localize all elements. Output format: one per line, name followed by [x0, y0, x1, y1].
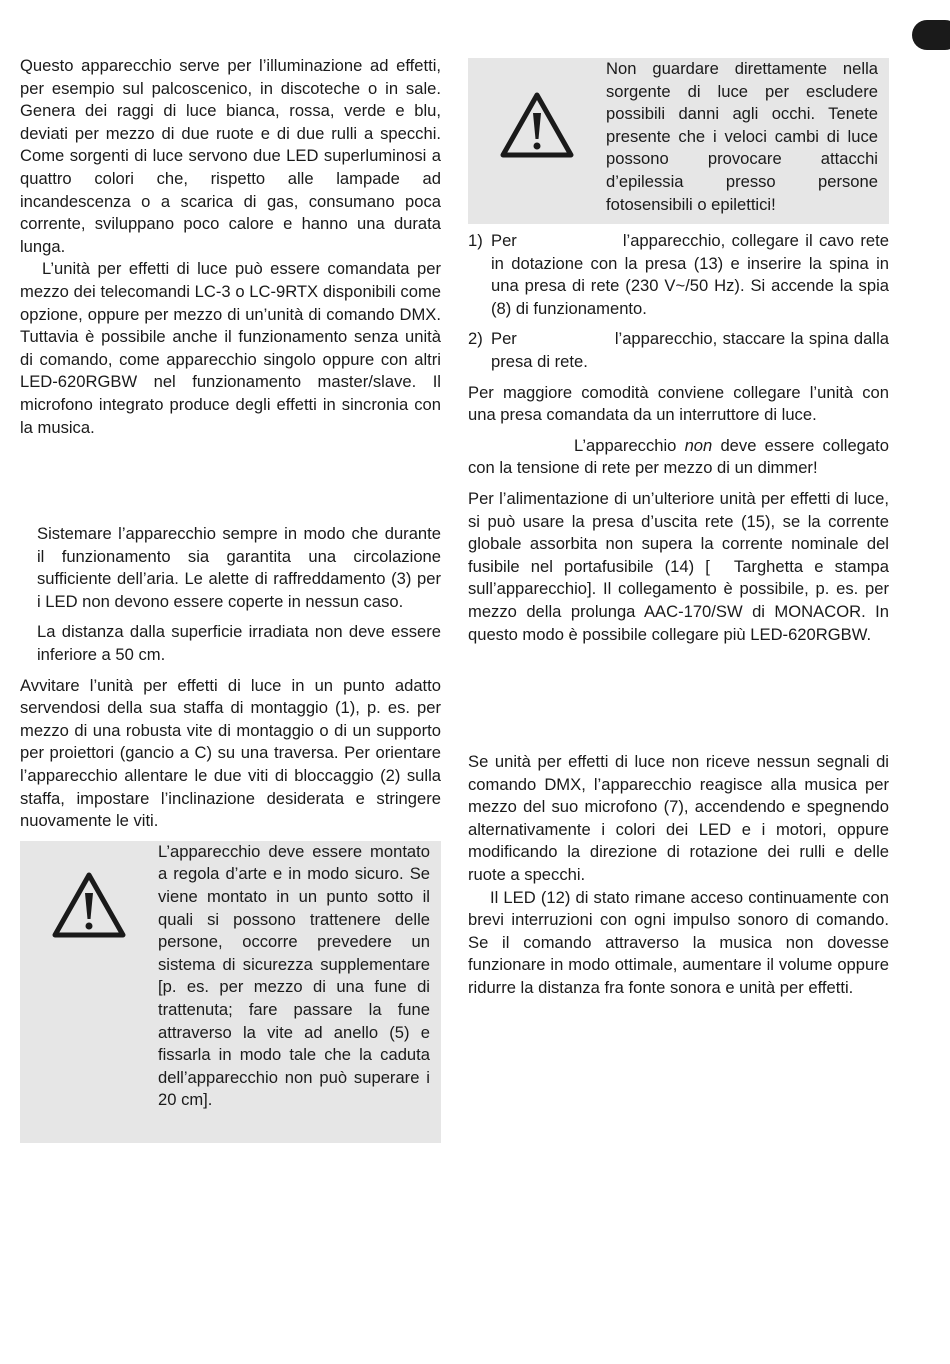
- power-steps-list: [468, 230, 889, 374]
- mount-paragraph-1: Sistemare l’apparecchio sempre in modo che durante il funzionamento sia garantita una circolazione sufficiente dell’aria. Le alette di raffreddamento (3) per i LED non devono essere coperte in nessun caso.: [37, 524, 441, 611]
- mount-paragraph-2: La distanza dalla superficie irradiata non deve essere inferiore a 50 cm.: [37, 622, 441, 665]
- right-column: [468, 55, 889, 1000]
- mount-paragraph-3: Avvitare l’unità per effetti di luce in un punto adatto servendosi della sua staffa di montaggio (1), p. es. per mezzo di una robusta vite di montaggio o di un supporto per proiettori (gancio a C) su una traversa. Per orientare l’apparecchio allentare le due viti di bloccaggio (2) sulla staffa, impostare l’inclinazione desiderata e stringere nuovamente le viti.: [20, 675, 441, 831]
- music-paragraph-2: Il LED (12) di stato rimane acceso continuamente con brevi interruzioni con ogni impulso sonoro di comando. Se il comando attraverso la musica non dovesse funzionare in modo ottimale, aumentare il volume oppure ridurre la distanza fra fonte sonora e unità per effetti.: [468, 887, 889, 998]
- intro-paragraph-1: Questo apparecchio serve per l’illuminazione ad effetti, per esempio sul palcoscenico, in discoteche o in sale. Genera dei raggi di luce bianca, rossa, verde e blu, deviati per mezzo di due ruote e di due rulli a specchi. Come sorgenti di luce servono due LED superluminosi a quattro colori che, rispetto alle lampade ad incandescenza o a scarica di gas, consumano poca corrente, sviluppano poco calore e hanno una durata lunga.: [20, 56, 441, 256]
- mounting-warning-box: [20, 841, 441, 1143]
- music-paragraph-1: Se unità per effetti di luce non riceve nessun segnali di comando DMX, l’apparecchio reagisce alla musica per mezzo del suo microfono (7), accendendo e spegnendo alternativamente i colori dei LED e i motori, oppure modificando la direzione di rotazione dei rulli e delle ruote a specchi.: [468, 752, 889, 885]
- warning-icon: [51, 871, 127, 946]
- mounting-warning-text: L’apparecchio deve essere montato a regola d’arte e in modo sicuro. Se viene montato in un punto sotto il quali si possono trattenere delle persone, occorre prevedere un sistema di sicurezza supplementare [p. es. per mezzo di una fune di trattenuta; fare passare la fune attraverso la vite ad anello (5) e fissarla in modo tale che la caduta dell’apparecchio non può superare i 20 cm].: [158, 841, 430, 1110]
- supply-paragraph: Per l’alimentazione di un’ulteriore unità per effetti di luce, si può usare la presa d’uscita rete (15), se la corrente globale assorbita non supera la corrente nominale del fusibile nel portafusibile (14) [ Targhetta e stampa sull’apparecchio]. Il collegamento è possibile, p. es. per mezzo della prolunga AAC-170/SW di MONACOR. In questo modo è possibile collegare più LED-620RGBW.: [468, 488, 889, 644]
- language-tab: [912, 20, 950, 50]
- comfort-paragraph: Per maggiore comodità conviene collegare l’unità con una presa comandata da un interruttore di luce.: [468, 382, 889, 425]
- intro-paragraph-2: L’unità per effetti di luce può essere comandata per mezzo dei telecomandi LC-3 o LC-9RTX disponibili come opzione, oppure per mezzo di un’unità di comando DMX. Tuttavia è possibile anche il funzionamento senza unità di comando, come apparecchio singolo oppure con altri LED-620RGBW nel funzionamento master/slave. Il microfono integrato produce degli effetti in sincronia con la musica.: [20, 259, 441, 437]
- eye-warning-text: Non guardare direttamente nella sorgente di luce per escludere possibili danni agli occhi. Tenete presente che i veloci cambi di luce possono provocare attacchi d’epilessia presso persone fotosensibili o epilettici!: [606, 59, 878, 214]
- dimmer-note: L’apparecchio non deve essere collegato con la tensione di rete per mezzo di un dimmer!: [468, 435, 889, 478]
- eye-warning-box: [468, 58, 889, 224]
- left-column: [20, 55, 441, 1143]
- power-step-2: 2) Per l’apparecchio, staccare la spina dalla presa di rete.: [468, 329, 889, 371]
- power-step-1: 1) Per l’apparecchio, collegare il cavo rete in dotazione con la presa (13) e inserire la spina in una presa di rete (230 V~/50 Hz). Si accende la spia (8) di funzionamento.: [468, 231, 889, 318]
- warning-icon: [499, 91, 575, 166]
